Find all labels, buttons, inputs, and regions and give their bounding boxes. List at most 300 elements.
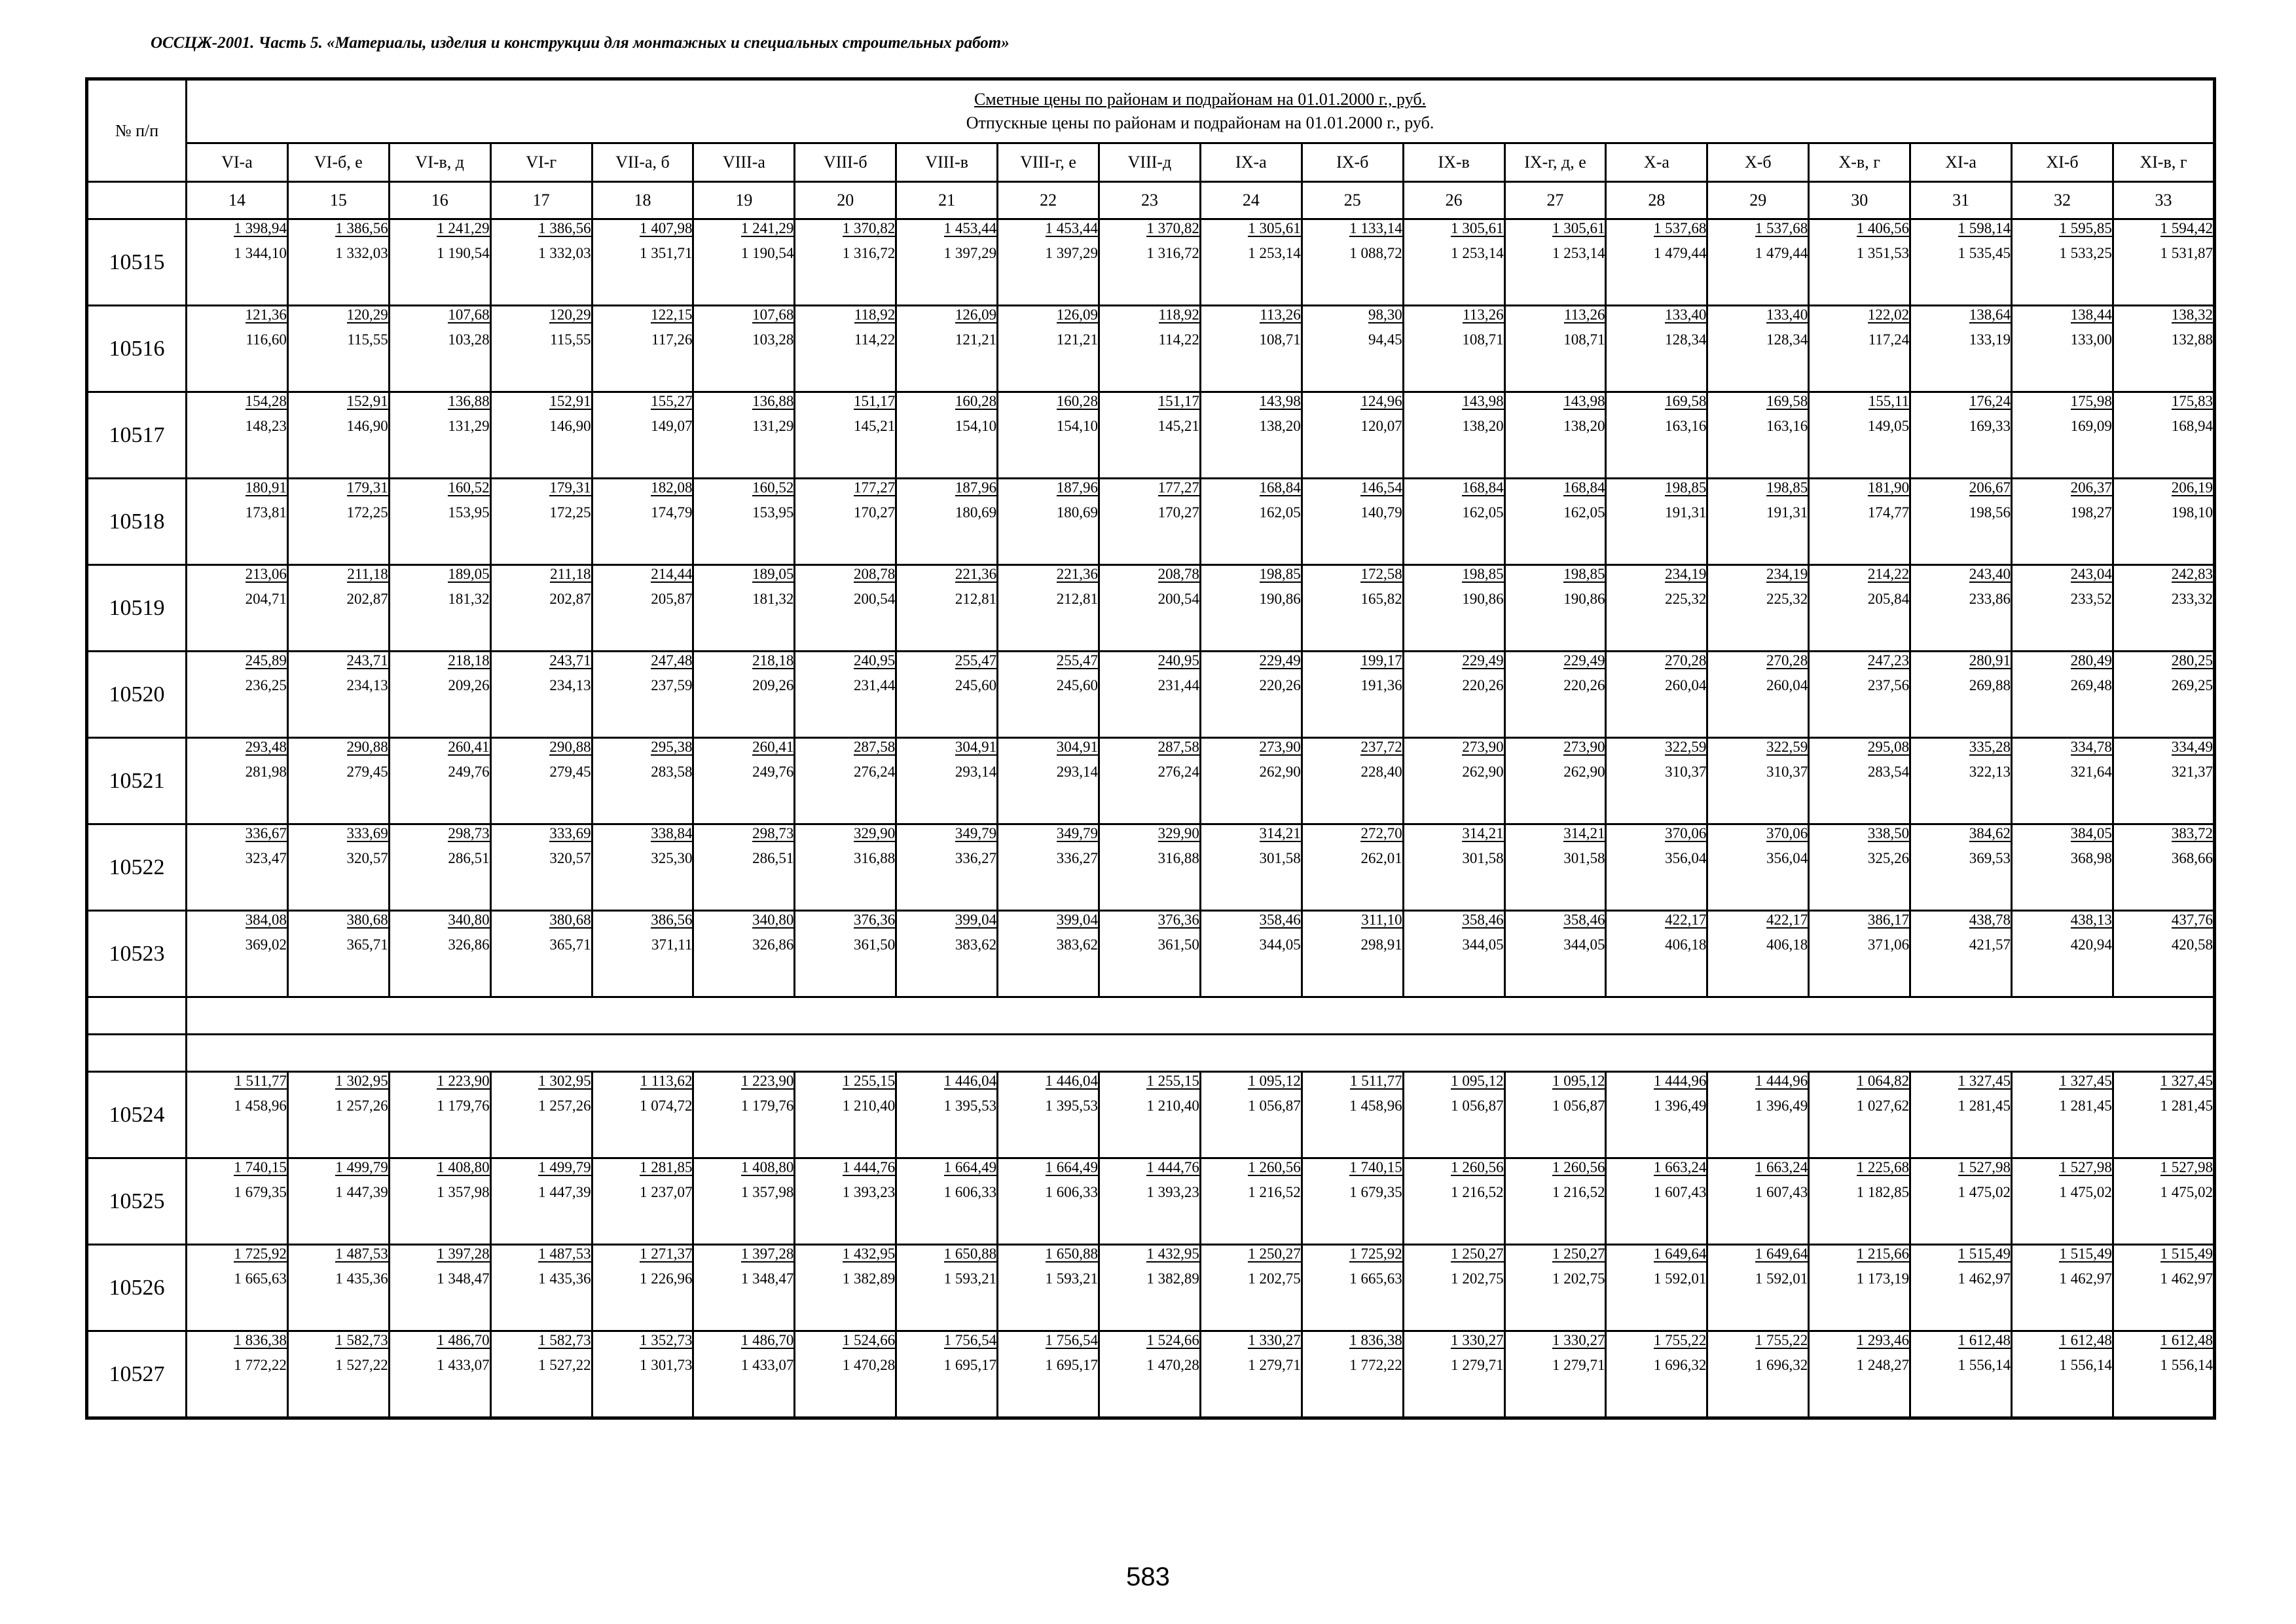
price-cell — [287, 652, 389, 738]
release-price: 153,95 — [448, 504, 490, 521]
estimate-price: 1 537,68 — [1755, 220, 1808, 236]
price-cell — [187, 1331, 288, 1418]
release-price: 365,71 — [549, 936, 591, 953]
price-cell — [1707, 219, 1809, 306]
release-price: 1 344,10 — [234, 245, 287, 261]
release-price: 1 226,96 — [639, 1270, 693, 1287]
release-price: 180,69 — [955, 504, 997, 521]
price-cell — [795, 219, 896, 306]
release-price: 190,86 — [1462, 591, 1504, 607]
release-price: 220,26 — [1259, 677, 1301, 693]
estimate-price: 1 515,49 — [1958, 1246, 2011, 1262]
estimate-price: 295,38 — [651, 739, 693, 755]
release-price: 1 393,23 — [1146, 1184, 1199, 1200]
estimate-price: 358,46 — [1563, 912, 1605, 928]
price-cell — [1403, 652, 1504, 738]
price-cell — [1910, 392, 2012, 479]
release-price: 1 458,96 — [1349, 1098, 1402, 1114]
release-price: 191,36 — [1360, 677, 1402, 693]
estimate-price: 1 524,66 — [1146, 1332, 1199, 1348]
price-cell — [693, 911, 795, 997]
release-price: 162,05 — [1462, 504, 1504, 521]
price-cell — [490, 219, 592, 306]
price-cell — [287, 1072, 389, 1158]
estimate-price: 1 330,27 — [1248, 1332, 1301, 1348]
estimate-price: 273,90 — [1563, 739, 1605, 755]
column-number: 22 — [998, 182, 1099, 219]
release-price: 1 056,87 — [1451, 1098, 1504, 1114]
estimate-price: 208,78 — [853, 566, 896, 582]
estimate-price: 245,89 — [245, 652, 287, 669]
price-cell — [1302, 392, 1403, 479]
release-price: 145,21 — [1157, 418, 1199, 434]
estimate-price: 1 215,66 — [1856, 1246, 1910, 1262]
price-cell — [1910, 1072, 2012, 1158]
release-price: 115,55 — [550, 331, 591, 348]
row-number-header: № п/п — [87, 79, 187, 182]
price-cell — [896, 565, 998, 652]
estimate-price: 380,68 — [346, 912, 388, 928]
release-price: 94,45 — [1368, 331, 1402, 348]
price-cell — [795, 565, 896, 652]
price-cell — [795, 392, 896, 479]
price-cell — [2012, 1158, 2113, 1245]
price-cell — [1606, 1072, 1707, 1158]
release-price: 1 281,45 — [2059, 1098, 2112, 1114]
release-price: 170,27 — [853, 504, 896, 521]
price-cell — [592, 824, 693, 911]
price-cell — [1200, 652, 1302, 738]
price-cell — [795, 911, 896, 997]
column-number-row — [87, 182, 2215, 219]
release-price: 200,54 — [1157, 591, 1199, 607]
release-price: 204,71 — [245, 591, 287, 607]
price-cell — [1809, 652, 1910, 738]
release-price: 1 357,98 — [437, 1184, 490, 1200]
table-row — [87, 911, 2215, 997]
estimate-price: 358,46 — [1462, 912, 1504, 928]
price-cell — [389, 824, 490, 911]
estimate-price: 272,70 — [1360, 825, 1402, 841]
release-price: 1 179,76 — [437, 1098, 490, 1114]
price-cell — [287, 219, 389, 306]
release-price: 1 435,36 — [538, 1270, 591, 1287]
estimate-price: 1 305,61 — [1248, 220, 1301, 236]
estimate-price: 1 650,88 — [943, 1246, 997, 1262]
estimate-price: 1 755,22 — [1653, 1332, 1707, 1348]
estimate-price: 120,29 — [549, 306, 591, 323]
price-cell — [2113, 1245, 2214, 1331]
release-price: 1 210,40 — [842, 1098, 896, 1114]
estimate-price: 1 255,15 — [1146, 1073, 1199, 1089]
price-cell — [896, 219, 998, 306]
estimate-price: 376,36 — [853, 912, 896, 928]
release-price: 1 202,75 — [1451, 1270, 1504, 1287]
release-price: 236,25 — [245, 677, 287, 693]
release-price: 163,16 — [1766, 418, 1808, 434]
release-price: 1 527,22 — [335, 1357, 388, 1373]
price-cell — [1809, 1331, 1910, 1418]
price-cell — [287, 306, 389, 392]
estimate-price: 1 725,92 — [1349, 1246, 1402, 1262]
release-price: 1 382,89 — [1146, 1270, 1199, 1287]
region-header: VI-a — [187, 143, 288, 182]
release-price: 1 393,23 — [842, 1184, 896, 1200]
estimate-price: 370,06 — [1766, 825, 1808, 841]
price-cell — [693, 738, 795, 824]
estimate-price: 181,90 — [1867, 479, 1910, 496]
release-price: 1 027,62 — [1856, 1098, 1910, 1114]
estimate-price: 273,90 — [1259, 739, 1301, 755]
release-price: 138,20 — [1563, 418, 1605, 434]
region-header: VIII-б — [795, 143, 896, 182]
release-price: 228,40 — [1360, 764, 1402, 780]
estimate-price: 1 327,45 — [2160, 1073, 2214, 1089]
price-cell — [795, 1072, 896, 1158]
estimate-price: 240,95 — [1157, 652, 1199, 669]
release-price: 1 351,71 — [639, 245, 693, 261]
estimate-price: 242,83 — [2171, 566, 2214, 582]
price-cell — [1302, 306, 1403, 392]
release-price: 249,76 — [448, 764, 490, 780]
release-price: 1 395,53 — [1045, 1098, 1099, 1114]
estimate-price: 1 499,79 — [335, 1159, 388, 1175]
estimate-price: 1 302,95 — [335, 1073, 388, 1089]
column-number: 18 — [592, 182, 693, 219]
release-price: 293,14 — [955, 764, 997, 780]
estimate-price: 1 612,48 — [2059, 1332, 2112, 1348]
estimate-price: 1 582,73 — [335, 1332, 388, 1348]
release-price: 1 253,14 — [1248, 245, 1301, 261]
empty-row — [87, 997, 2215, 1035]
release-price: 1 202,75 — [1248, 1270, 1301, 1287]
estimate-price: 438,78 — [1969, 912, 2011, 928]
price-cell — [287, 824, 389, 911]
price-cell — [998, 479, 1099, 565]
estimate-price: 333,69 — [549, 825, 591, 841]
estimate-price: 1 406,56 — [1856, 220, 1910, 236]
price-cell — [693, 1072, 795, 1158]
price-cell — [1302, 1072, 1403, 1158]
estimate-price: 1 293,46 — [1856, 1332, 1910, 1348]
release-price: 1 556,14 — [2160, 1357, 2214, 1373]
release-price: 1 772,22 — [1349, 1357, 1402, 1373]
estimate-price: 329,90 — [1157, 825, 1199, 841]
estimate-price: 169,58 — [1766, 393, 1808, 409]
price-cell — [2113, 652, 2214, 738]
release-price: 1 772,22 — [234, 1357, 287, 1373]
estimate-price: 1 241,29 — [740, 220, 794, 236]
release-price: 1 556,14 — [1958, 1357, 2011, 1373]
price-cell — [592, 1331, 693, 1418]
price-cell — [1809, 911, 1910, 997]
price-cell — [490, 306, 592, 392]
estimate-price: 229,49 — [1259, 652, 1301, 669]
column-number: 24 — [1200, 182, 1302, 219]
table-header — [87, 79, 2215, 219]
release-price: 220,26 — [1462, 677, 1504, 693]
release-price: 133,19 — [1969, 331, 2011, 348]
release-price: 1 088,72 — [1349, 245, 1402, 261]
price-cell — [1809, 1072, 1910, 1158]
price-cell — [998, 565, 1099, 652]
release-price: 149,05 — [1867, 418, 1910, 434]
estimate-price: 1 330,27 — [1451, 1332, 1504, 1348]
release-price: 231,44 — [1157, 677, 1199, 693]
release-price: 108,71 — [1259, 331, 1301, 348]
region-header: VIII-г, е — [998, 143, 1099, 182]
price-cell — [998, 1331, 1099, 1418]
estimate-price: 118,92 — [1158, 306, 1199, 323]
estimate-price: 240,95 — [853, 652, 896, 669]
estimate-price: 1 432,95 — [1146, 1246, 1199, 1262]
release-price: 1 665,63 — [1349, 1270, 1402, 1287]
price-cell — [592, 306, 693, 392]
price-cell — [2113, 911, 2214, 997]
release-price: 1 182,85 — [1856, 1184, 1910, 1200]
price-cell — [187, 392, 288, 479]
price-cell — [1200, 479, 1302, 565]
region-header: IX-г, д, е — [1504, 143, 1606, 182]
release-price: 1 281,45 — [2160, 1098, 2214, 1114]
release-price: 269,88 — [1969, 677, 2011, 693]
release-price: 1 357,98 — [740, 1184, 794, 1200]
estimate-price: 1 260,56 — [1248, 1159, 1301, 1175]
price-cell — [1606, 911, 1707, 997]
estimate-price: 121,36 — [245, 306, 287, 323]
price-cell — [1606, 306, 1707, 392]
release-price: 116,60 — [246, 331, 287, 348]
release-price: 202,87 — [549, 591, 591, 607]
estimate-price: 1 598,14 — [1958, 220, 2011, 236]
estimate-price: 1 113,62 — [640, 1073, 693, 1089]
release-price: 1 237,07 — [639, 1184, 693, 1200]
price-cell — [1504, 479, 1606, 565]
page-number: 583 — [1126, 1562, 1170, 1591]
release-price: 121,21 — [955, 331, 997, 348]
estimate-price: 169,58 — [1665, 393, 1707, 409]
estimate-price: 1 305,61 — [1552, 220, 1605, 236]
estimate-price: 143,98 — [1563, 393, 1605, 409]
row-code: 10515 — [87, 219, 187, 306]
estimate-price: 1 515,49 — [2160, 1246, 2214, 1262]
estimate-price: 187,96 — [955, 479, 997, 496]
release-price: 237,59 — [651, 677, 693, 693]
release-price: 1 462,97 — [2059, 1270, 2112, 1287]
price-cell — [2113, 738, 2214, 824]
release-price: 1 470,28 — [842, 1357, 896, 1373]
price-cell — [1403, 219, 1504, 306]
release-price: 233,86 — [1969, 591, 2011, 607]
estimate-price: 383,72 — [2171, 825, 2214, 841]
price-cell — [1302, 479, 1403, 565]
price-cell — [1910, 306, 2012, 392]
price-cell — [2113, 219, 2214, 306]
price-cell — [1200, 392, 1302, 479]
price-cell — [693, 219, 795, 306]
release-price: 1 479,44 — [1653, 245, 1707, 261]
estimate-price: 1 397,28 — [740, 1246, 794, 1262]
price-cell — [2012, 392, 2113, 479]
estimate-price: 107,68 — [752, 306, 794, 323]
release-price: 1 332,03 — [538, 245, 591, 261]
price-cell — [998, 824, 1099, 911]
estimate-price: 1 756,54 — [943, 1332, 997, 1348]
estimate-price: 280,49 — [2070, 652, 2112, 669]
estimate-price: 1 133,14 — [1349, 220, 1402, 236]
release-price: 1 279,71 — [1552, 1357, 1605, 1373]
region-header: VII-a, б — [592, 143, 693, 182]
estimate-price: 260,41 — [448, 739, 490, 755]
estimate-price: 180,91 — [245, 479, 287, 496]
release-price: 108,71 — [1462, 331, 1504, 348]
release-price: 1 210,40 — [1146, 1098, 1199, 1114]
price-cell — [389, 306, 490, 392]
estimate-price: 1 649,64 — [1653, 1246, 1707, 1262]
estimate-price: 126,09 — [1056, 306, 1099, 323]
release-price: 121,21 — [1056, 331, 1099, 348]
estimate-price: 218,18 — [448, 652, 490, 669]
price-cell — [1504, 1158, 1606, 1245]
price-cell — [1606, 565, 1707, 652]
estimate-price: 218,18 — [752, 652, 794, 669]
estimate-price: 234,19 — [1766, 566, 1808, 582]
estimate-price: 1 250,27 — [1451, 1246, 1504, 1262]
price-cell — [1809, 219, 1910, 306]
price-cell — [1606, 824, 1707, 911]
column-number: 33 — [2113, 182, 2214, 219]
price-cell — [1504, 392, 1606, 479]
estimate-price: 270,28 — [1665, 652, 1707, 669]
estimate-price: 1 095,12 — [1552, 1073, 1605, 1089]
price-cell — [389, 565, 490, 652]
price-cell — [389, 479, 490, 565]
release-price: 190,86 — [1259, 591, 1301, 607]
price-cell — [389, 219, 490, 306]
price-cell — [1809, 1245, 1910, 1331]
release-price: 233,52 — [2070, 591, 2112, 607]
price-cell — [795, 306, 896, 392]
release-price: 131,29 — [752, 418, 794, 434]
estimate-price: 1 594,42 — [2160, 220, 2214, 236]
release-price: 371,06 — [1867, 936, 1910, 953]
price-cell — [1302, 219, 1403, 306]
release-price: 138,20 — [1259, 418, 1301, 434]
price-cell — [1707, 306, 1809, 392]
estimate-price: 234,19 — [1665, 566, 1707, 582]
release-price: 1 179,76 — [740, 1098, 794, 1114]
release-price: 149,07 — [651, 418, 693, 434]
release-price: 1 665,63 — [234, 1270, 287, 1287]
release-price: 321,37 — [2171, 764, 2214, 780]
estimate-price: 124,96 — [1360, 393, 1402, 409]
estimate-price: 1 250,27 — [1248, 1246, 1301, 1262]
region-header: VIII-д — [1099, 143, 1201, 182]
price-cell — [2113, 565, 2214, 652]
estimate-price: 211,18 — [550, 566, 591, 582]
estimate-price: 333,69 — [346, 825, 388, 841]
release-price: 1 606,33 — [943, 1184, 997, 1200]
estimate-price: 290,88 — [549, 739, 591, 755]
estimate-price: 168,84 — [1563, 479, 1605, 496]
region-header: X-б — [1707, 143, 1809, 182]
price-cell — [592, 738, 693, 824]
release-price: 146,90 — [346, 418, 388, 434]
price-cell — [896, 1331, 998, 1418]
estimate-price: 338,50 — [1867, 825, 1910, 841]
price-cell — [1200, 1072, 1302, 1158]
price-cell — [998, 738, 1099, 824]
release-price: 103,28 — [752, 331, 794, 348]
estimate-prices-title: Сметные цены по районам и подрайонам на 01.01.2000 г., руб. — [974, 90, 1427, 109]
estimate-price: 340,80 — [752, 912, 794, 928]
release-price: 279,45 — [549, 764, 591, 780]
release-price: 114,22 — [1158, 331, 1199, 348]
price-cell — [1403, 1245, 1504, 1331]
estimate-price: 314,21 — [1462, 825, 1504, 841]
price-cell — [187, 738, 288, 824]
release-price: 283,54 — [1867, 764, 1910, 780]
release-price: 1 695,17 — [943, 1357, 997, 1373]
table-row — [87, 738, 2215, 824]
release-price: 368,98 — [2070, 850, 2112, 866]
release-price: 316,88 — [1157, 850, 1199, 866]
price-cell — [490, 824, 592, 911]
release-price: 212,81 — [1056, 591, 1099, 607]
estimate-price: 243,71 — [346, 652, 388, 669]
estimate-price: 155,27 — [651, 393, 693, 409]
estimate-price: 349,79 — [955, 825, 997, 841]
price-cell — [1302, 1158, 1403, 1245]
estimate-price: 1 255,15 — [842, 1073, 896, 1089]
price-cell — [389, 652, 490, 738]
estimate-price: 1 408,80 — [437, 1159, 490, 1175]
price-cell — [1504, 1072, 1606, 1158]
price-cell — [2012, 565, 2113, 652]
price-cell — [287, 1158, 389, 1245]
estimate-price: 338,84 — [651, 825, 693, 841]
release-price: 281,98 — [245, 764, 287, 780]
price-cell — [1099, 1331, 1201, 1418]
release-price: 205,84 — [1867, 591, 1910, 607]
price-cell — [998, 911, 1099, 997]
price-cell — [1403, 1331, 1504, 1418]
estimate-price: 422,17 — [1766, 912, 1808, 928]
estimate-price: 198,85 — [1766, 479, 1808, 496]
estimate-price: 221,36 — [1056, 566, 1099, 582]
release-price: 191,31 — [1665, 504, 1707, 521]
estimate-price: 1 397,28 — [437, 1246, 490, 1262]
estimate-price: 198,85 — [1462, 566, 1504, 582]
price-cell — [1606, 1331, 1707, 1418]
release-price: 1 382,89 — [842, 1270, 896, 1287]
release-price: 169,33 — [1969, 418, 2011, 434]
release-price: 326,86 — [448, 936, 490, 953]
estimate-price: 1 281,85 — [639, 1159, 693, 1175]
column-number: 26 — [1403, 182, 1504, 219]
release-price: 1 074,72 — [639, 1098, 693, 1114]
release-price: 421,57 — [1969, 936, 2011, 953]
release-price: 234,13 — [549, 677, 591, 693]
empty-value-cell — [187, 1035, 2215, 1072]
price-cell — [1504, 1245, 1606, 1331]
row-code: 10527 — [87, 1331, 187, 1418]
release-price: 336,27 — [1056, 850, 1099, 866]
price-cell — [1606, 219, 1707, 306]
region-header: X-в, г — [1809, 143, 1910, 182]
price-cell — [998, 1245, 1099, 1331]
release-price: 1 216,52 — [1451, 1184, 1504, 1200]
